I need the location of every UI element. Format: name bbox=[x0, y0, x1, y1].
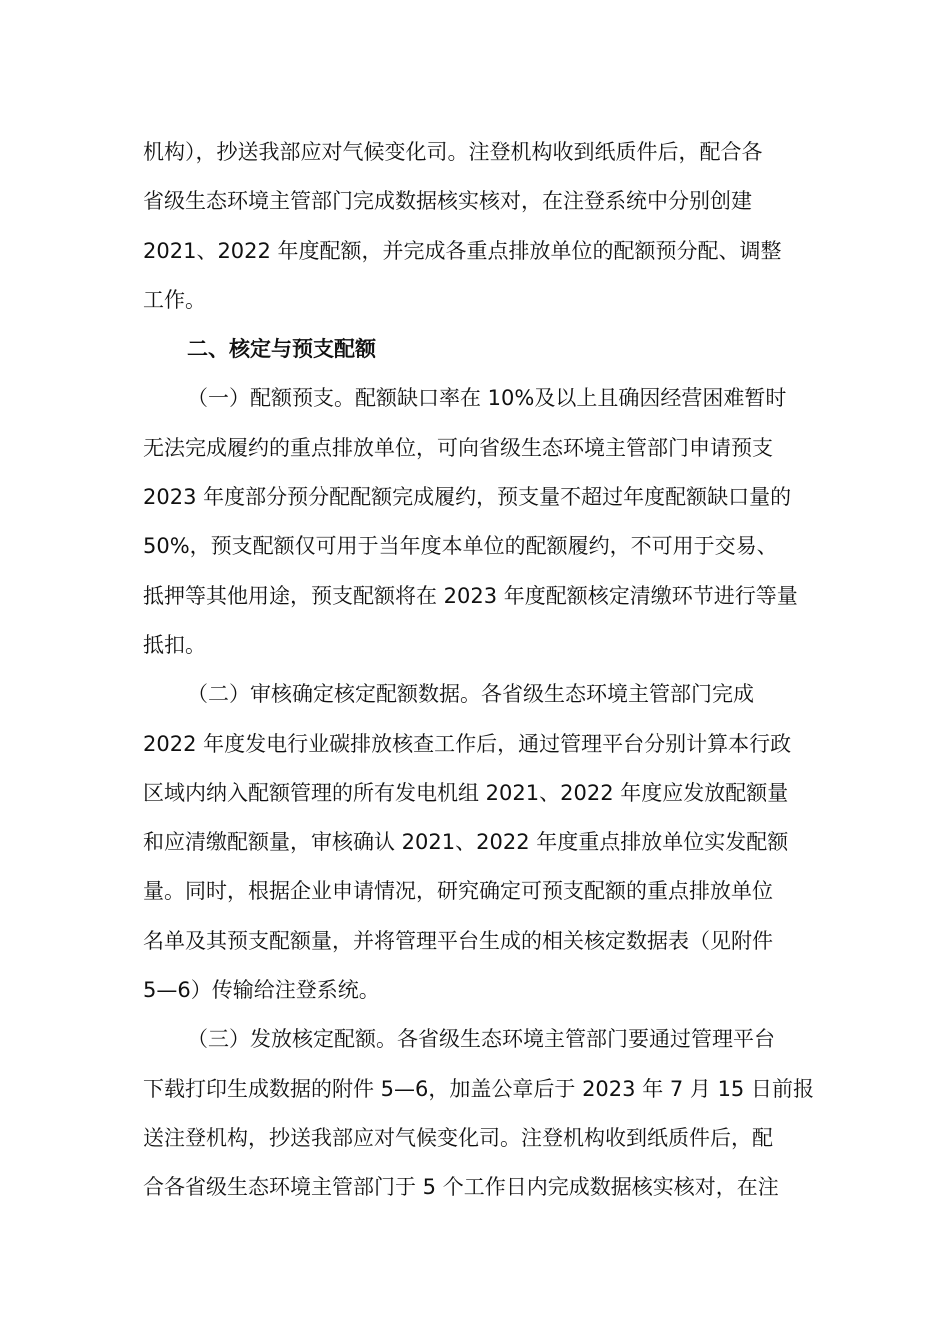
paragraph-line: 区域内纳入配额管理的所有发电机组 2021、2022 年度应发放配额量 bbox=[143, 780, 789, 805]
paragraph-line: （一）配额预支。配额缺口率在 10%及以上且确因经营困难暂时 bbox=[187, 386, 787, 411]
paragraph-line: 无法完成履约的重点排放单位，可向省级生态环境主管部门申请预支 bbox=[143, 435, 773, 460]
section-heading: 二、核定与预支配额 bbox=[187, 337, 376, 362]
paragraph-line: 抵押等其他用途，预支配额将在 2023 年度配额核定清缴环节进行等量 bbox=[143, 583, 798, 608]
paragraph-line: 下载打印生成数据的附件 5—6，加盖公章后于 2023 年 7 月 15 日前报 bbox=[143, 1076, 814, 1101]
paragraph-line: 名单及其预支配额量，并将管理平台生成的相关核定数据表（见附件 bbox=[143, 928, 773, 953]
document-body bbox=[143, 128, 814, 1213]
paragraph-line: 2022 年度发电行业碳排放核查工作后，通过管理平台分别计算本行政 bbox=[143, 731, 792, 756]
paragraph-line: 和应清缴配额量，审核确认 2021、2022 年度重点排放单位实发配额 bbox=[143, 830, 789, 855]
paragraph-line: 5—6）传输给注登系统。 bbox=[143, 978, 380, 1003]
paragraph-line: 量。同时，根据企业申请情况，研究确定可预支配额的重点排放单位 bbox=[143, 879, 773, 904]
paragraph-line: 抵扣。 bbox=[143, 632, 206, 657]
paragraph-line: 省级生态环境主管部门完成数据核实核对，在注登系统中分别创建 bbox=[143, 189, 752, 214]
paragraph-line: 2023 年度部分预分配配额完成履约，预支量不超过年度配额缺口量的 bbox=[143, 485, 792, 510]
paragraph-line: （二）审核确定核定配额数据。各省级生态环境主管部门完成 bbox=[187, 682, 754, 707]
paragraph-line: 工作。 bbox=[143, 287, 206, 312]
paragraph-line: 2021、2022 年度配额，并完成各重点排放单位的配额预分配、调整 bbox=[143, 238, 782, 263]
paragraph-line: （三）发放核定配额。各省级生态环境主管部门要通过管理平台 bbox=[187, 1027, 775, 1052]
paragraph-line: 送注登机构，抄送我部应对气候变化司。注登机构收到纸质件后，配 bbox=[143, 1125, 773, 1150]
paragraph-line: 机构），抄送我部应对气候变化司。注登机构收到纸质件后，配合各 bbox=[143, 140, 763, 164]
paragraph-line: 50%，预支配额仅可用于当年度本单位的配额履约，不可用于交易、 bbox=[143, 534, 778, 559]
paragraph-line: 合各省级生态环境主管部门于 5 个工作日内完成数据核实核对，在注 bbox=[143, 1175, 779, 1200]
